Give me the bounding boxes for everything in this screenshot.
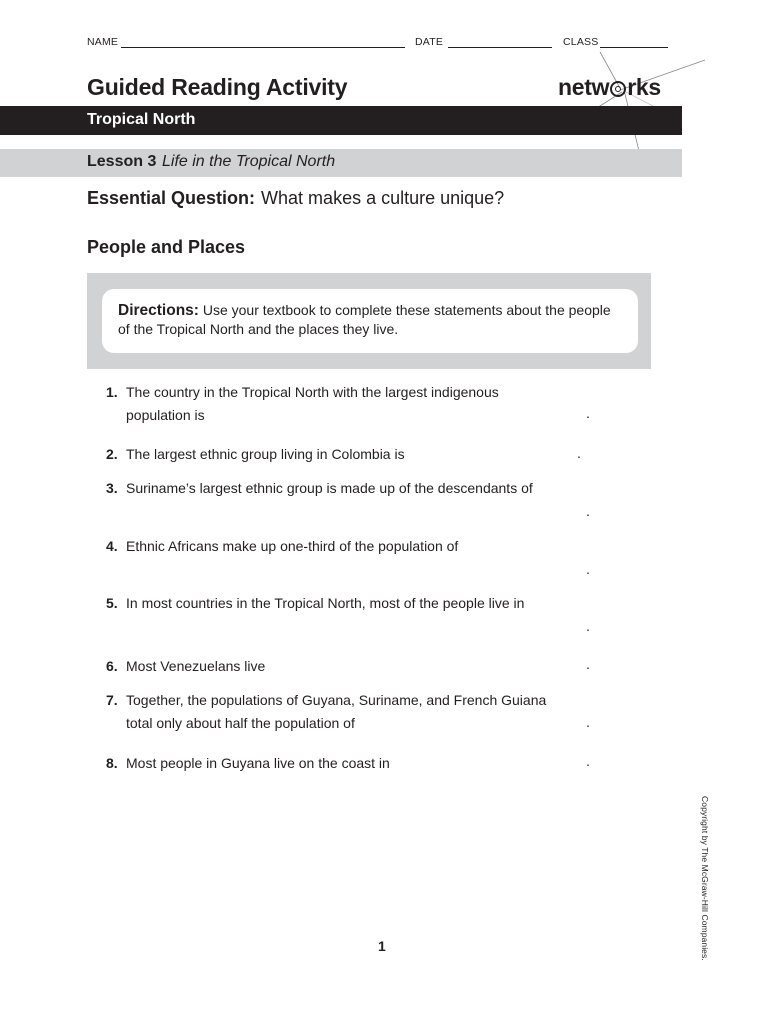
essential-question (87, 188, 504, 209)
answer-blank-2[interactable]: . (577, 445, 581, 461)
directions-text: Use your textbook to complete these statements about the people of the Tropical North and the places they live. (118, 302, 611, 337)
directions-label: Directions: (118, 302, 199, 319)
lesson-label: Lesson 3 (87, 153, 157, 170)
logo-o-icon (610, 81, 626, 97)
copyright-notice: Copyright by The McGraw-Hill Companies. (700, 796, 710, 961)
answer-blank-5[interactable]: . (586, 618, 590, 634)
date-label: DATE (415, 36, 444, 48)
answer-blank-4[interactable]: . (586, 561, 590, 577)
question-number: 7. (106, 692, 118, 708)
question-number: 1. (106, 384, 118, 400)
question-text: Together, the populations of Guyana, Suriname, and French Guiana total only about half the population of (126, 692, 547, 731)
page-number: 1 (378, 938, 386, 954)
date-line (448, 47, 552, 48)
essential-question-text: What makes a culture unique? (261, 188, 505, 208)
lesson-title: Life in the Tropical North (162, 153, 336, 170)
question-text: Suriname’s largest ethnic group is made up of the descendants of (126, 480, 533, 496)
page-title: Guided Reading Activity (87, 74, 348, 100)
section-title: People and Places (87, 237, 246, 257)
name-line (121, 47, 405, 48)
directions-panel (102, 289, 638, 353)
answer-blank-7[interactable]: . (586, 714, 590, 730)
networks-logo (558, 74, 661, 101)
logo-swoosh-icon (560, 50, 710, 160)
essential-question-label: Essential Question: (87, 188, 256, 208)
question-number: 6. (106, 658, 118, 674)
question-text: Ethnic Africans make up one-third of the population of (126, 538, 459, 554)
question-text: The largest ethnic group living in Colombia is (126, 446, 405, 462)
class-label: CLASS (563, 36, 599, 48)
class-line (600, 47, 668, 48)
question-text: Most Venezuelans live (126, 658, 266, 674)
region-title: Tropical North (87, 111, 196, 128)
question-number: 8. (106, 755, 118, 771)
answer-blank-3[interactable]: . (586, 503, 590, 519)
answer-blank-1[interactable]: . (586, 405, 590, 421)
name-label: NAME (87, 36, 119, 48)
answer-blank-6[interactable]: . (586, 656, 590, 672)
question-text: The country in the Tropical North with the largest indigenous population is (126, 384, 499, 423)
question-text: In most countries in the Tropical North, most of the people live in (126, 595, 525, 611)
answer-blank-8[interactable]: . (586, 753, 590, 769)
lesson-bar (0, 149, 682, 177)
question-number: 2. (106, 446, 118, 462)
region-bar (0, 106, 682, 135)
question-text: Most people in Guyana live on the coast in (126, 755, 390, 771)
directions-box (87, 273, 651, 369)
question-number: 3. (106, 480, 118, 496)
question-number: 5. (106, 595, 118, 611)
logo-suffix: rks (627, 74, 661, 100)
logo-prefix: netw (558, 74, 610, 100)
question-number: 4. (106, 538, 118, 554)
